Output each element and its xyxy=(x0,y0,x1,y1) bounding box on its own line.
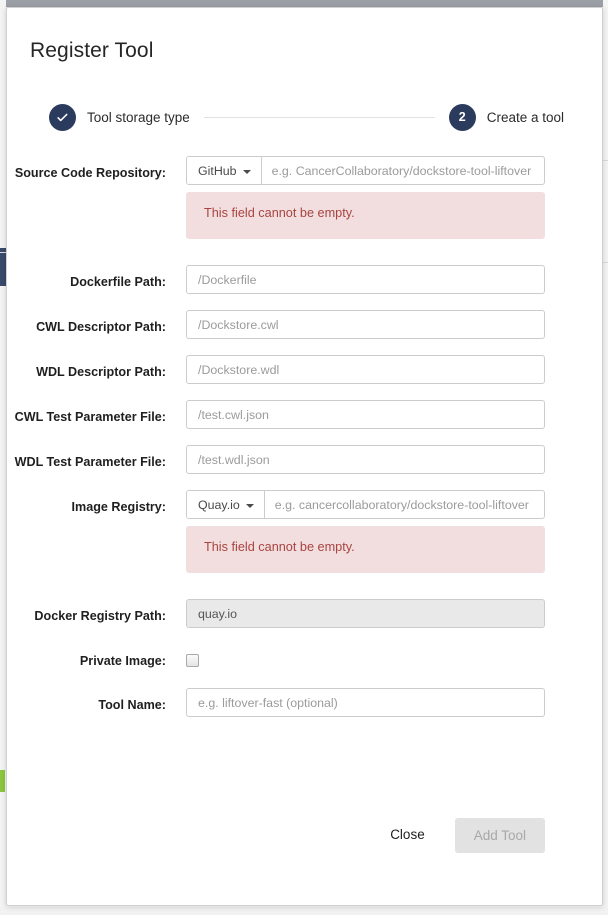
cwl-test-parameter-file-input[interactable] xyxy=(186,400,545,429)
form-row-wdl-descriptor-path xyxy=(7,355,602,384)
field-label: WDL Descriptor Path: xyxy=(36,365,166,379)
stepper-step-label: Create a tool xyxy=(486,109,564,125)
form-row-cwl-test-parameter-file xyxy=(7,400,602,429)
backdrop-top-bar xyxy=(0,0,608,7)
form-row-dockerfile-path xyxy=(7,265,602,294)
stepper-step-tool-storage-type[interactable] xyxy=(49,104,190,131)
source-repo-provider-value: GitHub xyxy=(198,163,237,178)
backdrop-bottom-strip xyxy=(0,907,608,915)
source-repo-error-message: This field cannot be empty. xyxy=(186,192,545,239)
register-tool-form xyxy=(7,156,602,717)
source-repo-input[interactable] xyxy=(262,157,544,184)
add-tool-button[interactable]: Add Tool xyxy=(455,818,545,853)
form-row-private-image xyxy=(7,644,602,670)
form-row-source-code-repository xyxy=(7,156,602,239)
backdrop-hairline xyxy=(603,160,608,161)
wdl-test-parameter-file-input[interactable] xyxy=(186,445,545,474)
check-icon xyxy=(49,104,76,131)
form-row-cwl-descriptor-path xyxy=(7,310,602,339)
step-number-badge: 2 xyxy=(449,104,476,131)
docker-registry-path-input xyxy=(186,599,545,628)
form-row-docker-registry-path xyxy=(7,599,602,628)
field-label: Dockerfile Path: xyxy=(70,275,166,289)
field-label: Image Registry: xyxy=(71,500,166,514)
form-row-wdl-test-parameter-file xyxy=(7,445,602,474)
chevron-down-icon xyxy=(246,504,254,508)
image-registry-error-message: This field cannot be empty. xyxy=(186,526,545,573)
image-registry-provider-value: Quay.io xyxy=(198,497,240,512)
field-label: Private Image: xyxy=(79,654,166,668)
field-label: Tool Name: xyxy=(98,698,166,712)
form-row-image-registry xyxy=(7,490,602,573)
form-row-tool-name xyxy=(7,688,602,717)
wdl-descriptor-path-input[interactable] xyxy=(186,355,545,384)
image-registry-input-group xyxy=(186,490,545,519)
field-label: WDL Test Parameter File: xyxy=(14,455,166,469)
private-image-checkbox[interactable] xyxy=(186,654,199,667)
dockerfile-path-input[interactable] xyxy=(186,265,545,294)
cwl-descriptor-path-input[interactable] xyxy=(186,310,545,339)
register-tool-modal xyxy=(6,7,603,906)
backdrop-right-strip xyxy=(603,0,608,915)
source-repo-input-group xyxy=(186,156,545,185)
source-repo-provider-dropdown[interactable] xyxy=(187,157,262,184)
chevron-down-icon xyxy=(243,170,251,174)
stepper xyxy=(7,100,602,134)
field-label: CWL Descriptor Path: xyxy=(36,320,166,334)
field-label: CWL Test Parameter File: xyxy=(14,410,166,424)
image-registry-provider-dropdown[interactable] xyxy=(187,491,265,518)
stepper-connector xyxy=(204,117,435,118)
field-label: Docker Registry Path: xyxy=(34,609,166,623)
page-title: Register Tool xyxy=(30,39,154,62)
modal-footer xyxy=(7,787,602,905)
image-registry-input[interactable] xyxy=(265,491,544,518)
field-label: Source Code Repository: xyxy=(14,166,166,180)
backdrop-green-accent xyxy=(0,770,5,792)
stepper-step-create-a-tool[interactable] xyxy=(449,104,564,131)
tool-name-input[interactable] xyxy=(186,688,545,717)
close-button[interactable]: Close xyxy=(376,818,439,851)
stepper-step-label: Tool storage type xyxy=(87,109,190,125)
backdrop-hairline xyxy=(603,262,608,263)
